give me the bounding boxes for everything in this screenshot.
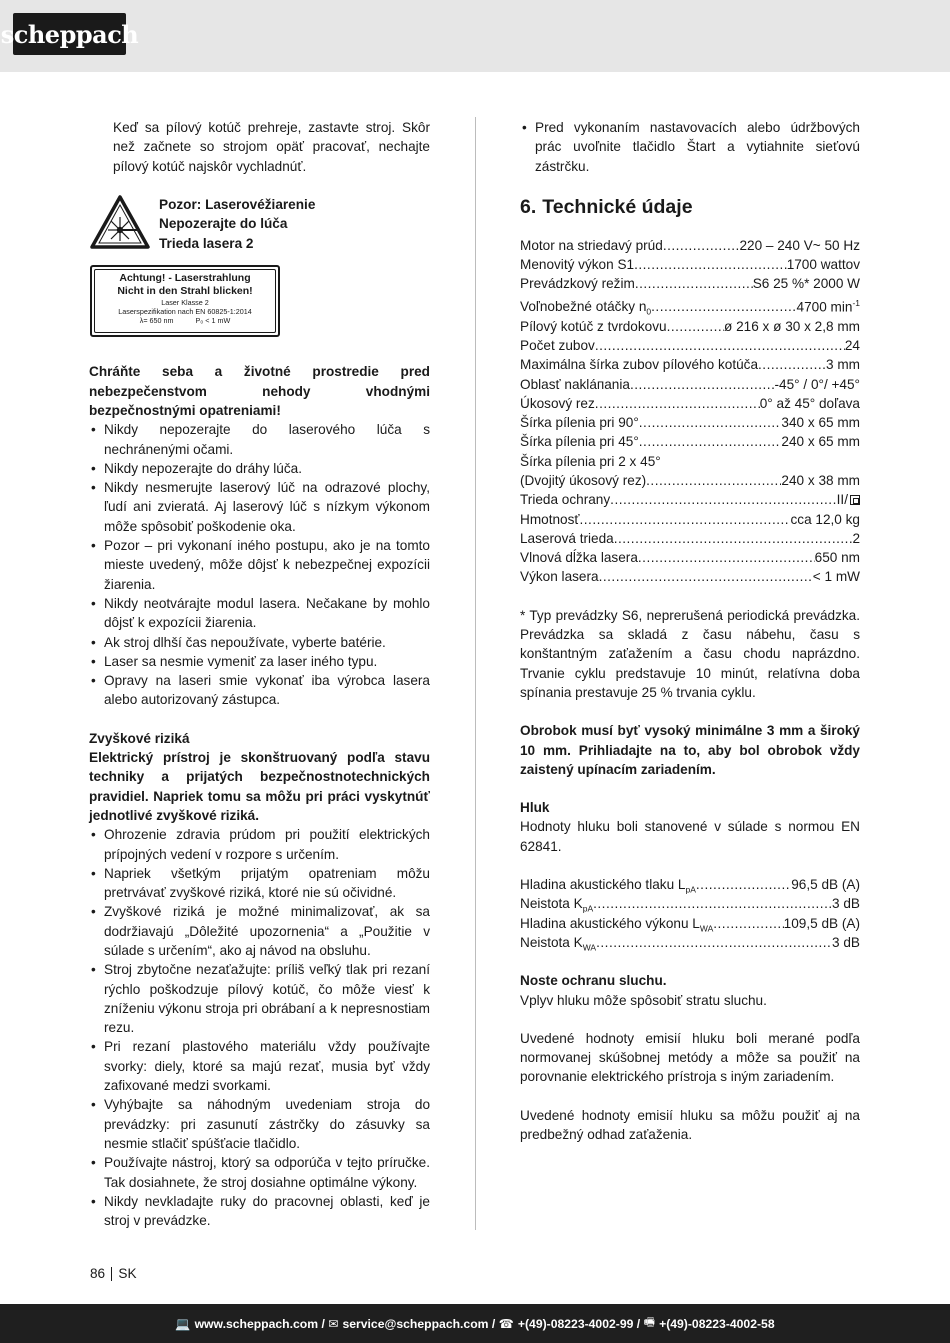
list-item: • Nikdy nevkladajte ruky do pracovnej oblasti, keď je stroj v prevádzke.: [89, 1192, 430, 1231]
list-item: • Pri rezaní plastového materiálu vždy používajte svorky: diely, ktoré sa majú rezať, musia byť vždy zafixované medzi svorkami.: [89, 1037, 430, 1095]
protection-class-icon: [850, 495, 860, 505]
label-line-2: Nicht in den Strahl blicken!: [117, 285, 253, 298]
list-item: • Nikdy neotvárajte modul lasera. Nečakane by mohlo dôjsť k expozícii žiarenia.: [89, 594, 430, 633]
spec-row: Šírka pílenia pri 2 x 45°: [520, 453, 661, 469]
email-link[interactable]: service@scheppach.com: [342, 1316, 489, 1331]
spec-row: Prevádzkový režim ..... S6 25 %* 2000 W: [520, 274, 860, 293]
section-number: 6.: [520, 195, 537, 218]
list-item: • Vyhýbajte sa náhodným uvedeniam stroja do prevádzky: pri zasunutí zástrčky do zásuvky sa nesmie stlačiť spúšťacie tlačidlo.: [89, 1095, 430, 1153]
list-item: • Stroj zbytočne nezaťažujte: príliš veľký tlak pri rezaní rýchlo poškodzuje pílový kotúč, čo môže viesť k zníženiu výkonu stroja pri obrábaní a k nepresnostiam rezu.: [89, 960, 430, 1037]
spec-row: Oblasť nakláпania ..... -45° / 0°/ +45°: [520, 375, 860, 394]
noise-row: Hladina akustického tlaku $L_{pA}$ ..... 96,5 dB (A): [520, 875, 860, 894]
laser-warning-icon: [90, 195, 150, 250]
spec-row: Trieda ochrany ..... II/: [520, 490, 860, 509]
spec-row: Výkon lasera ..... < 1 mW: [520, 567, 860, 586]
warning-line-2: Nepozerajte do lúča: [159, 216, 288, 232]
laser-safety-list: [89, 420, 430, 709]
list-item: • Používajte nástroj, ktorý sa odporúča v tejto príručke. Tak dosiahnete, že stroj dosiahne optimálne výkony.: [89, 1153, 430, 1192]
list-item: • Pred vykonaním nastavovacích alebo údržbových prác uvoľnite tlačidlo Štart a vytiahnite sieťovú zástrčku.: [520, 118, 860, 176]
laser-warning-text: [159, 195, 315, 254]
noise-title: Hluk: [520, 800, 550, 816]
phone-number[interactable]: +(49)-08223-4002-99: [517, 1316, 634, 1331]
header-bar: [0, 0, 950, 72]
estimate-text: Uvedené hodnoty emisií hluku sa môžu použiť aj na predbežný odhad zaťaženia.: [520, 1107, 860, 1142]
language-code: SK: [118, 1266, 137, 1281]
noise-row: Hladina akustického výkonu $L_{WA}$ ..... 109,5 dB (A): [520, 914, 860, 933]
workpiece-note: Obrobok musí byť vysoký minimálne 3 mm a široký 10 mm. Prihliadajte na to, aby bol obrobok vždy zaistený upínacím zariadením.: [520, 723, 860, 777]
spec-row: Šírka pílenia pri 45° ..... 240 x 65 mm: [520, 432, 860, 451]
website-link[interactable]: www.scheppach.com: [194, 1316, 319, 1331]
phone-icon: ☎: [498, 1316, 514, 1331]
list-item: • Laser sa nesmie vymeniť za laser iného typu.: [89, 652, 430, 671]
spec-row: Šírka pílenia pri 90° ..... 340 x 65 mm: [520, 413, 860, 432]
list-item: • Pozor – pri vykonaní iného postupu, ako je na tomto mieste uvedený, môže dôjsť k nebezpečnej expozícii žiarenia.: [89, 536, 430, 594]
label-power: P₀ < 1 mW: [195, 316, 231, 326]
hearing-text: Vplyv hluku môže spôsobiť stratu sluchu.: [520, 992, 767, 1008]
separator: /: [321, 1316, 325, 1331]
list-item: • Opravy na laseri smie vykonať iba výrobca lasera alebo autorizovaný zástupca.: [89, 671, 430, 710]
scheppach-logo: scheppach: [13, 13, 126, 55]
spec-row: Pílový kotúč z tvrdokovu ..... ø 216 x ø 30 x 2,8 mm: [520, 317, 860, 336]
fax-number[interactable]: +(49)-08223-4002-58: [659, 1316, 775, 1331]
laser-warning: [90, 195, 430, 254]
section-title: Technické údaje: [542, 195, 693, 218]
label-wavelength: λ= 650 nm: [139, 316, 174, 326]
spec-table: [520, 236, 860, 587]
hearing-title: Noste ochranu sluchu.: [520, 973, 667, 989]
footer-contact-bar: [0, 1304, 950, 1343]
footnote: * Typ prevádzky S6, neprerušená periodická prevádzka. Prevádzka sa skladá z času nábehu, času s konštantným zaťažením a času chodu naprázdno. Trvanie cyklu predstavuje 10 minút, relatívna doba spínania prestavuje 25 % trvania cyklu.: [520, 607, 860, 700]
left-column: [89, 118, 430, 1230]
column-divider: [475, 117, 476, 1230]
warning-line-3: Trieda lasera 2: [159, 235, 254, 251]
spec-row: Hmotnosť ..... cca 12,0 kg: [520, 510, 860, 529]
emission-text: Uvedené hodnoty emisií hluku boli merané podľa normovanej skúšobnej metódy a môže sa použiť na porovnanie elektrického prístroja s iným zariadením.: [520, 1030, 860, 1085]
list-item: • Ohrozenie zdravia prúdom pri použití elektrických prípojných vedení v rozpore s určením.: [89, 825, 430, 864]
spec-row: Maximálna šírka zubov pílového kotúča ..... 3 mm: [520, 355, 860, 374]
intro-paragraph: Keď sa pílový kotúč prehreje, zastavte stroj. Skôr než začnete so strojom opäť pracovať, nechajte pílový kotúč najskôr vychladnúť.: [113, 120, 430, 174]
list-item: • Nikdy nepozerajte do laserového lúča s nechránenými očami.: [89, 420, 430, 459]
list-item: • Zvyškové riziká je možné minimalizovať, ak sa dodržiavajú „Dôležité upozornenia“ a „Použitie v súlade s určením“, ako aj návod na obsluhu.: [89, 902, 430, 960]
noise-row: Neistota $K_{WA}$ ..... 3 dB: [520, 933, 860, 952]
warning-line-1: Pozor: Laserovéžiarenie: [159, 196, 316, 212]
spec-row: (Dvojitý úkosový rez) ..... 240 x 38 mm: [520, 471, 860, 490]
email-icon: ✉: [328, 1316, 339, 1331]
spec-row: Menovitý výkon S1 ..... 1700 wattov: [520, 255, 860, 274]
risk-title: Zvyškové riziká: [89, 730, 190, 746]
label-line-1: Achtung! - Laserstrahlung: [119, 272, 251, 285]
right-column: [520, 118, 860, 1144]
list-item: • Ak stroj dlhší čas nepoužívate, vyberte batérie.: [89, 633, 430, 652]
maintenance-list: [520, 118, 860, 176]
label-line-3: Laser Klasse 2: [161, 298, 209, 308]
separator: /: [491, 1316, 496, 1331]
section-heading: [520, 195, 860, 219]
spec-row: Laserová trieda ..... 2: [520, 529, 860, 548]
spec-row: Vlnová dĺžka lasera ..... 650 nm: [520, 548, 860, 567]
separator: /: [636, 1316, 641, 1331]
spec-row: Úkosový rez ..... 0° až 45° doľava: [520, 394, 860, 413]
computer-icon: 💻: [175, 1316, 191, 1331]
noise-text: Hodnoty hluku boli stanovené v súlade s normou EN 62841.: [520, 819, 860, 854]
fax-icon: 🖷: [643, 1315, 656, 1329]
laser-class-label: [90, 265, 280, 337]
list-item: • Napriek všetkým prijatým opatreniam môžu pretrvávať zvyškové riziká, ktoré nie sú očividné.: [89, 864, 430, 903]
spec-row: Motor na striedavý prúd ..... 220 – 240 V~ 50 Hz: [520, 236, 860, 255]
protect-heading: Chráňte seba a životné prostredie pred nebezpečenstvom nehody vhodnými bezpečnostnými opatreniami!: [89, 364, 430, 418]
noise-table: [520, 875, 860, 952]
risk-heading: Elektrický prístroj je skonštruovaný podľa stavu techniky a prijatých bezpečnostnotechnických pravidiel. Napriek tomu sa môžu pri práci vyskytnúť jednotlivé zvyškové riziká.: [89, 750, 430, 823]
risk-list: [89, 825, 430, 1230]
page-number: [90, 1266, 137, 1281]
label-line-4: Laserspezifikation nach EN 60825-1:2014: [118, 307, 252, 317]
spec-row: Voľnobežné otáčky $n_0$ ..... 4700 $\min^{-1}$: [520, 294, 860, 317]
page-num: 86: [90, 1266, 106, 1281]
list-item: • Nikdy nepozerajte do dráhy lúča.: [89, 459, 430, 478]
spec-row: Počet zubov ..... 24: [520, 336, 860, 355]
list-item: • Nikdy nesmerujte laserový lúč na odrazové plochy, ľudí ani zvieratá. Aj laserový lúč s nízkym výkonom môže spôsobiť poškodenie oka.: [89, 478, 430, 536]
noise-row: Neistota $K_{pA}$ ..... 3 dB: [520, 894, 860, 913]
